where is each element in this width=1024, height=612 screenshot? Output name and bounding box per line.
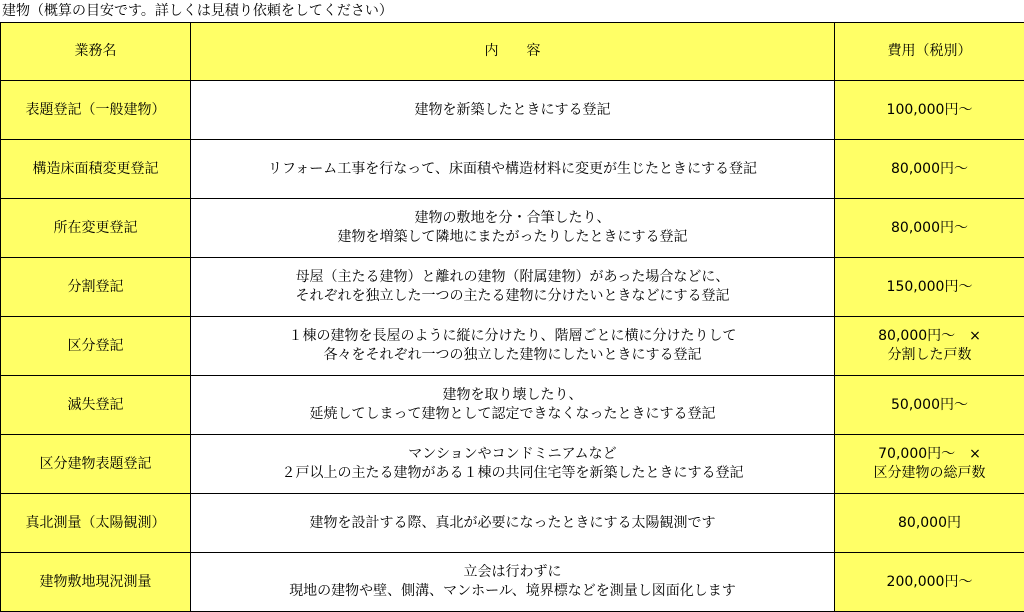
fee-line: 50,000円～ [839, 396, 1020, 415]
content-line: 建物の敷地を分・合筆したり、 [195, 209, 830, 228]
service-name-cell: 真北測量（太陽観測） [1, 494, 191, 553]
content-line: それぞれを独立した一つの主たる建物に分けたいときなどにする登記 [195, 287, 830, 306]
fee-line: 100,000円～ [839, 101, 1020, 120]
table-row [1, 317, 1024, 376]
fee-cell [835, 376, 1024, 435]
content-line: リフォーム工事を行なって、床面積や構造材料に変更が生じたときにする登記 [195, 160, 830, 179]
fee-cell [835, 553, 1024, 612]
table-row [1, 494, 1024, 553]
table-row [1, 140, 1024, 199]
table-row [1, 376, 1024, 435]
service-content-cell [191, 376, 835, 435]
fee-cell [835, 258, 1024, 317]
content-line: マンションやコンドミニアムなど [195, 445, 830, 464]
fee-line: 80,000円～ × [839, 327, 1020, 346]
content-line: 建物を取り壊したり、 [195, 386, 830, 405]
table-header-row [1, 23, 1024, 81]
fee-cell [835, 317, 1024, 376]
fee-cell [835, 435, 1024, 494]
service-content-cell [191, 317, 835, 376]
table-row [1, 435, 1024, 494]
service-content-cell [191, 553, 835, 612]
service-content-cell [191, 199, 835, 258]
service-name-cell: 構造床面積変更登記 [1, 140, 191, 199]
service-name-cell: 表題登記（一般建物） [1, 81, 191, 140]
content-line: 現地の建物や壁、側溝、マンホール、境界標などを測量し図面化します [195, 582, 830, 601]
header-fee: 費用（税別） [835, 23, 1024, 81]
content-line: １棟の建物を長屋のように縦に分けたり、階層ごとに横に分けたりして [195, 327, 830, 346]
service-content-cell [191, 81, 835, 140]
service-name-cell: 滅失登記 [1, 376, 191, 435]
content-line: 母屋（主たる建物）と離れの建物（附属建物）があった場合などに、 [195, 268, 830, 287]
service-name-cell: 建物敷地現況測量 [1, 553, 191, 612]
fee-cell [835, 494, 1024, 553]
fee-line: 区分建物の総戸数 [839, 464, 1020, 483]
fee-line: 80,000円～ [839, 219, 1020, 238]
content-line: 建物を新築したときにする登記 [195, 101, 830, 120]
fee-line: 80,000円 [839, 514, 1020, 533]
fee-cell [835, 140, 1024, 199]
header-service-name: 業務名 [1, 23, 191, 81]
service-name-cell: 所在変更登記 [1, 199, 191, 258]
service-content-cell [191, 140, 835, 199]
fee-line: 分割した戸数 [839, 346, 1020, 365]
fee-line: 80,000円～ [839, 160, 1020, 179]
content-line: 建物を設計する際、真北が必要になったときにする太陽観測です [195, 514, 830, 533]
fee-line: 70,000円～ × [839, 445, 1020, 464]
fee-line: 200,000円～ [839, 573, 1020, 592]
table-row [1, 258, 1024, 317]
table-row [1, 81, 1024, 140]
table-row [1, 199, 1024, 258]
content-line: 各々をそれぞれ一つの独立した建物にしたいときにする登記 [195, 346, 830, 365]
service-name-cell: 区分登記 [1, 317, 191, 376]
fee-cell [835, 81, 1024, 140]
page-caption: 建物（概算の目安です。詳しくは見積り依頼をしてください） [2, 0, 393, 22]
fee-cell [835, 199, 1024, 258]
fee-table [0, 22, 1024, 612]
service-content-cell [191, 435, 835, 494]
content-line: ２戸以上の主たる建物がある１棟の共同住宅等を新築したときにする登記 [195, 464, 830, 483]
service-name-cell: 区分建物表題登記 [1, 435, 191, 494]
content-line: 建物を増築して隣地にまたがったりしたときにする登記 [195, 228, 830, 247]
content-line: 延焼してしまって建物として認定できなくなったときにする登記 [195, 405, 830, 424]
fee-line: 150,000円～ [839, 278, 1020, 297]
table-row [1, 553, 1024, 612]
service-name-cell: 分割登記 [1, 258, 191, 317]
table-body [1, 81, 1024, 612]
service-content-cell [191, 258, 835, 317]
service-content-cell [191, 494, 835, 553]
content-line: 立会は行わずに [195, 563, 830, 582]
header-content: 内 容 [191, 23, 835, 81]
